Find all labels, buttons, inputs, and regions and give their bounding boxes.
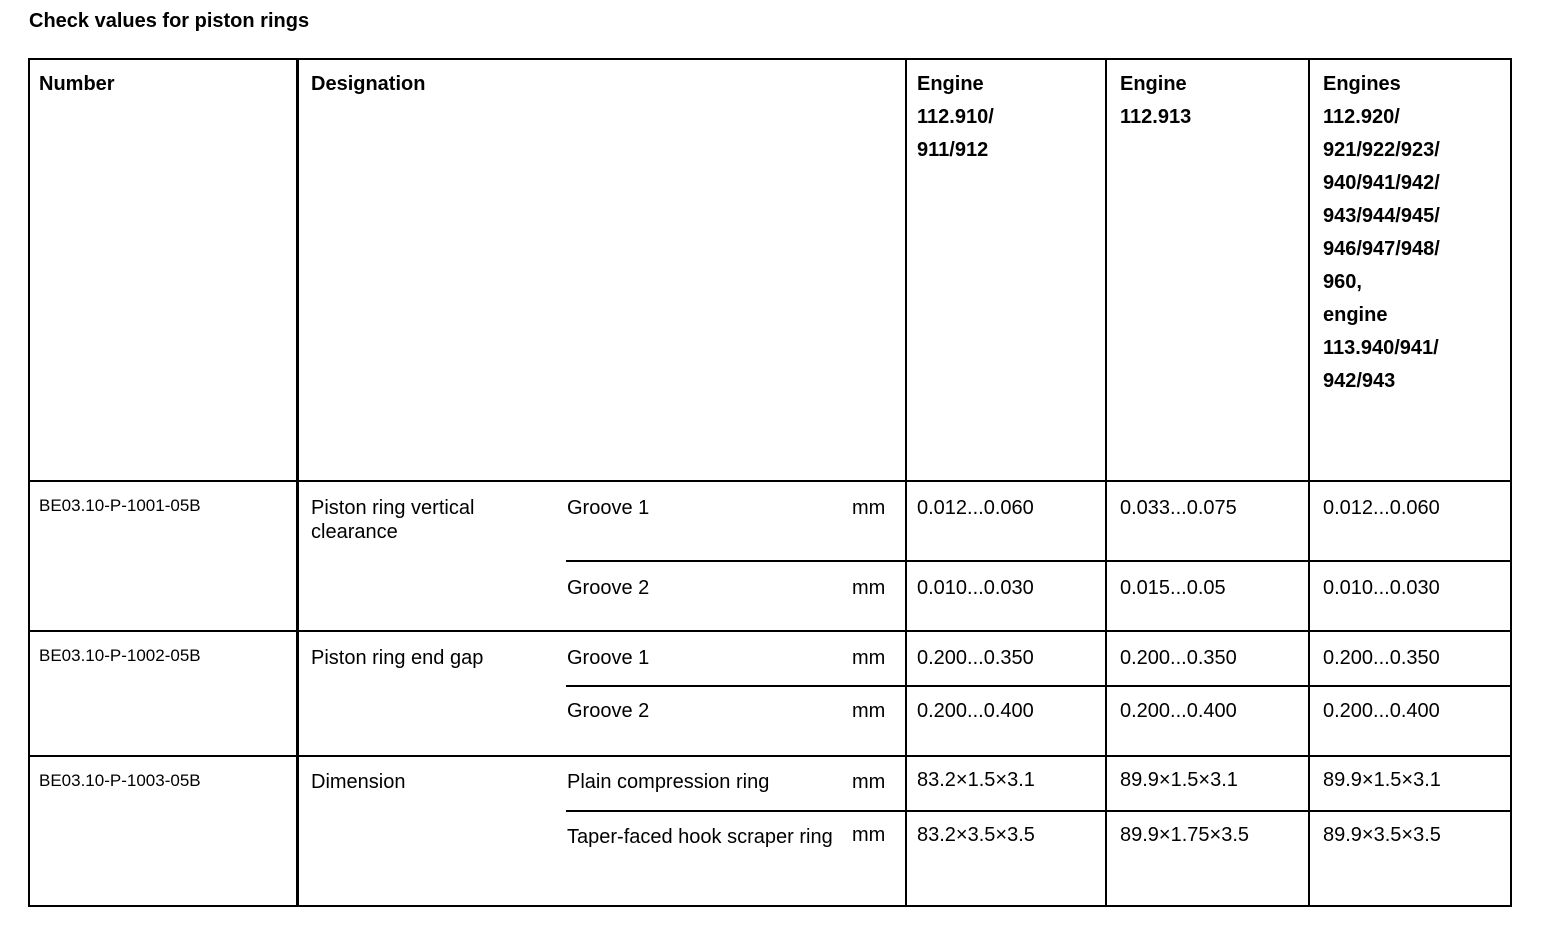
row2-sub1-v3: 0.200...0.350 bbox=[1323, 647, 1440, 669]
row3-sub2-unit: mm bbox=[852, 824, 886, 846]
row1-sub2-v1: 0.010...0.030 bbox=[917, 577, 1034, 599]
row1-number: BE03.10-P-1001-05B bbox=[39, 496, 201, 515]
table-border-bottom bbox=[29, 905, 1512, 907]
row1-sub1-unit: mm bbox=[852, 497, 886, 519]
row2-designation: Piston ring end gap bbox=[311, 647, 484, 669]
row1-sub2-label: Groove 2 bbox=[567, 577, 650, 599]
row2-sub-rule bbox=[566, 685, 1512, 687]
table-border-left bbox=[28, 58, 30, 907]
col-rule-engine1 bbox=[1105, 58, 1107, 907]
row2-sub1-unit: mm bbox=[852, 647, 886, 669]
col-rule-designation bbox=[905, 58, 907, 907]
row2-sub1-v1: 0.200...0.350 bbox=[917, 647, 1034, 669]
header-bottom-rule bbox=[29, 480, 1512, 482]
row3-sub1-unit: mm bbox=[852, 771, 886, 793]
row3-sub2-label: Taper-faced hook scraper ring bbox=[567, 826, 833, 848]
row3-sub2-v2: 89.9×1.75×3.5 bbox=[1120, 824, 1250, 846]
row3-sub1-label: Plain compression ring bbox=[567, 771, 770, 793]
row1-sub1-v3: 0.012...0.060 bbox=[1323, 497, 1440, 519]
row2-sub2-unit: mm bbox=[852, 700, 886, 722]
header-engine-col1: Engine 112.910/ 911/912 bbox=[917, 73, 994, 161]
col-rule-number bbox=[296, 58, 299, 907]
row1-sub2-v2: 0.015...0.05 bbox=[1120, 577, 1226, 599]
row2-sub2-v3: 0.200...0.400 bbox=[1323, 700, 1440, 722]
row3-sub2-v1: 83.2×3.5×3.5 bbox=[917, 824, 1035, 846]
header-number: Number bbox=[39, 73, 115, 95]
row2-sub2-v2: 0.200...0.400 bbox=[1120, 700, 1237, 722]
row3-number: BE03.10-P-1003-05B bbox=[39, 771, 201, 790]
row3-sub1-v3: 89.9×1.5×3.1 bbox=[1323, 769, 1441, 791]
row1-sub1-v1: 0.012...0.060 bbox=[917, 497, 1034, 519]
table-border-top bbox=[29, 58, 1512, 60]
row1-sub1-label: Groove 1 bbox=[567, 497, 650, 519]
header-engine-col3: Engines 112.920/ 921/922/923/ 940/941/942/ 943/944/945/ 946/947/948/ 960, engine 113.940/941/ 942/943 bbox=[1323, 73, 1440, 392]
row3-sub2-v3: 89.9×3.5×3.5 bbox=[1323, 824, 1441, 846]
row2-bottom-rule bbox=[29, 755, 1512, 757]
row3-sub-rule bbox=[566, 810, 1512, 812]
row2-sub1-label: Groove 1 bbox=[567, 647, 650, 669]
page-title: Check values for piston rings bbox=[29, 10, 310, 32]
row1-bottom-rule bbox=[29, 630, 1512, 632]
header-designation: Designation bbox=[311, 73, 426, 95]
row2-sub2-label: Groove 2 bbox=[567, 700, 650, 722]
row1-sub2-unit: mm bbox=[852, 577, 886, 599]
row1-sub1-v2: 0.033...0.075 bbox=[1120, 497, 1237, 519]
row2-sub2-v1: 0.200...0.400 bbox=[917, 700, 1034, 722]
col-rule-engine2 bbox=[1308, 58, 1310, 907]
row1-sub2-v3: 0.010...0.030 bbox=[1323, 577, 1440, 599]
header-engine-col2: Engine 112.913 bbox=[1120, 73, 1192, 128]
row3-sub1-v2: 89.9×1.5×3.1 bbox=[1120, 769, 1238, 791]
row3-sub1-v1: 83.2×1.5×3.1 bbox=[917, 769, 1035, 791]
row1-designation: Piston ring vertical clearance bbox=[311, 497, 475, 543]
table-border-right bbox=[1510, 58, 1512, 907]
row1-sub-rule bbox=[566, 560, 1512, 562]
row2-sub1-v2: 0.200...0.350 bbox=[1120, 647, 1237, 669]
row3-designation: Dimension bbox=[311, 771, 406, 793]
row2-number: BE03.10-P-1002-05B bbox=[39, 646, 201, 665]
